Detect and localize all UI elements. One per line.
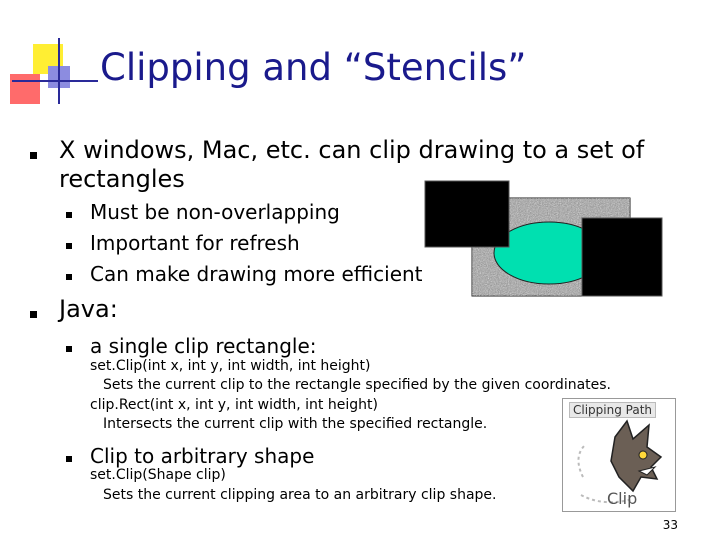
code-description: Sets the current clipping area to an arbitrary clip shape. — [103, 487, 497, 503]
corner-decoration — [0, 0, 100, 110]
black-rect-right — [582, 218, 662, 296]
page-number: 33 — [662, 518, 678, 532]
code-line: set.Clip(int x, int y, int width, int height) — [90, 358, 371, 374]
sub-bullet-text: Can make drawing more efficient — [90, 262, 423, 286]
sub-bullet-marker — [66, 456, 72, 462]
sub-bullet-text: Important for refresh — [90, 231, 300, 255]
sub-bullet-text: a single clip rectangle: — [90, 334, 317, 358]
sub-bullet-text: Clip to arbitrary shape — [90, 444, 315, 468]
sub-bullet-marker — [66, 243, 72, 249]
bullet-text-cont: rectangles — [59, 165, 185, 193]
sub-bullet-marker — [66, 212, 72, 218]
clipping-path-image — [562, 398, 676, 512]
code-description: Intersects the current clip with the specified rectangle. — [103, 416, 488, 432]
bullet-text: X windows, Mac, etc. can clip drawing to a set of — [59, 136, 645, 164]
clipping-path-label: Clipping Path — [569, 402, 656, 418]
code-line: set.Clip(Shape clip) — [90, 467, 226, 483]
bullet-marker — [30, 311, 37, 318]
slide-title: Clipping and “Stencils” — [100, 46, 527, 89]
black-rect-left — [425, 181, 509, 247]
sub-bullet-text: Must be non-overlapping — [90, 200, 340, 224]
sub-bullet-marker — [66, 274, 72, 280]
bullet-marker — [30, 152, 37, 159]
sub-bullet-marker — [66, 346, 72, 352]
bullet-text: Java: — [59, 295, 118, 323]
code-description: Sets the current clip to the rectangle specified by the given coordinates. — [103, 377, 612, 393]
clip-illustration — [424, 180, 664, 298]
code-line: clip.Rect(int x, int y, int width, int height) — [90, 397, 378, 413]
clip-label: Clip — [607, 489, 638, 508]
